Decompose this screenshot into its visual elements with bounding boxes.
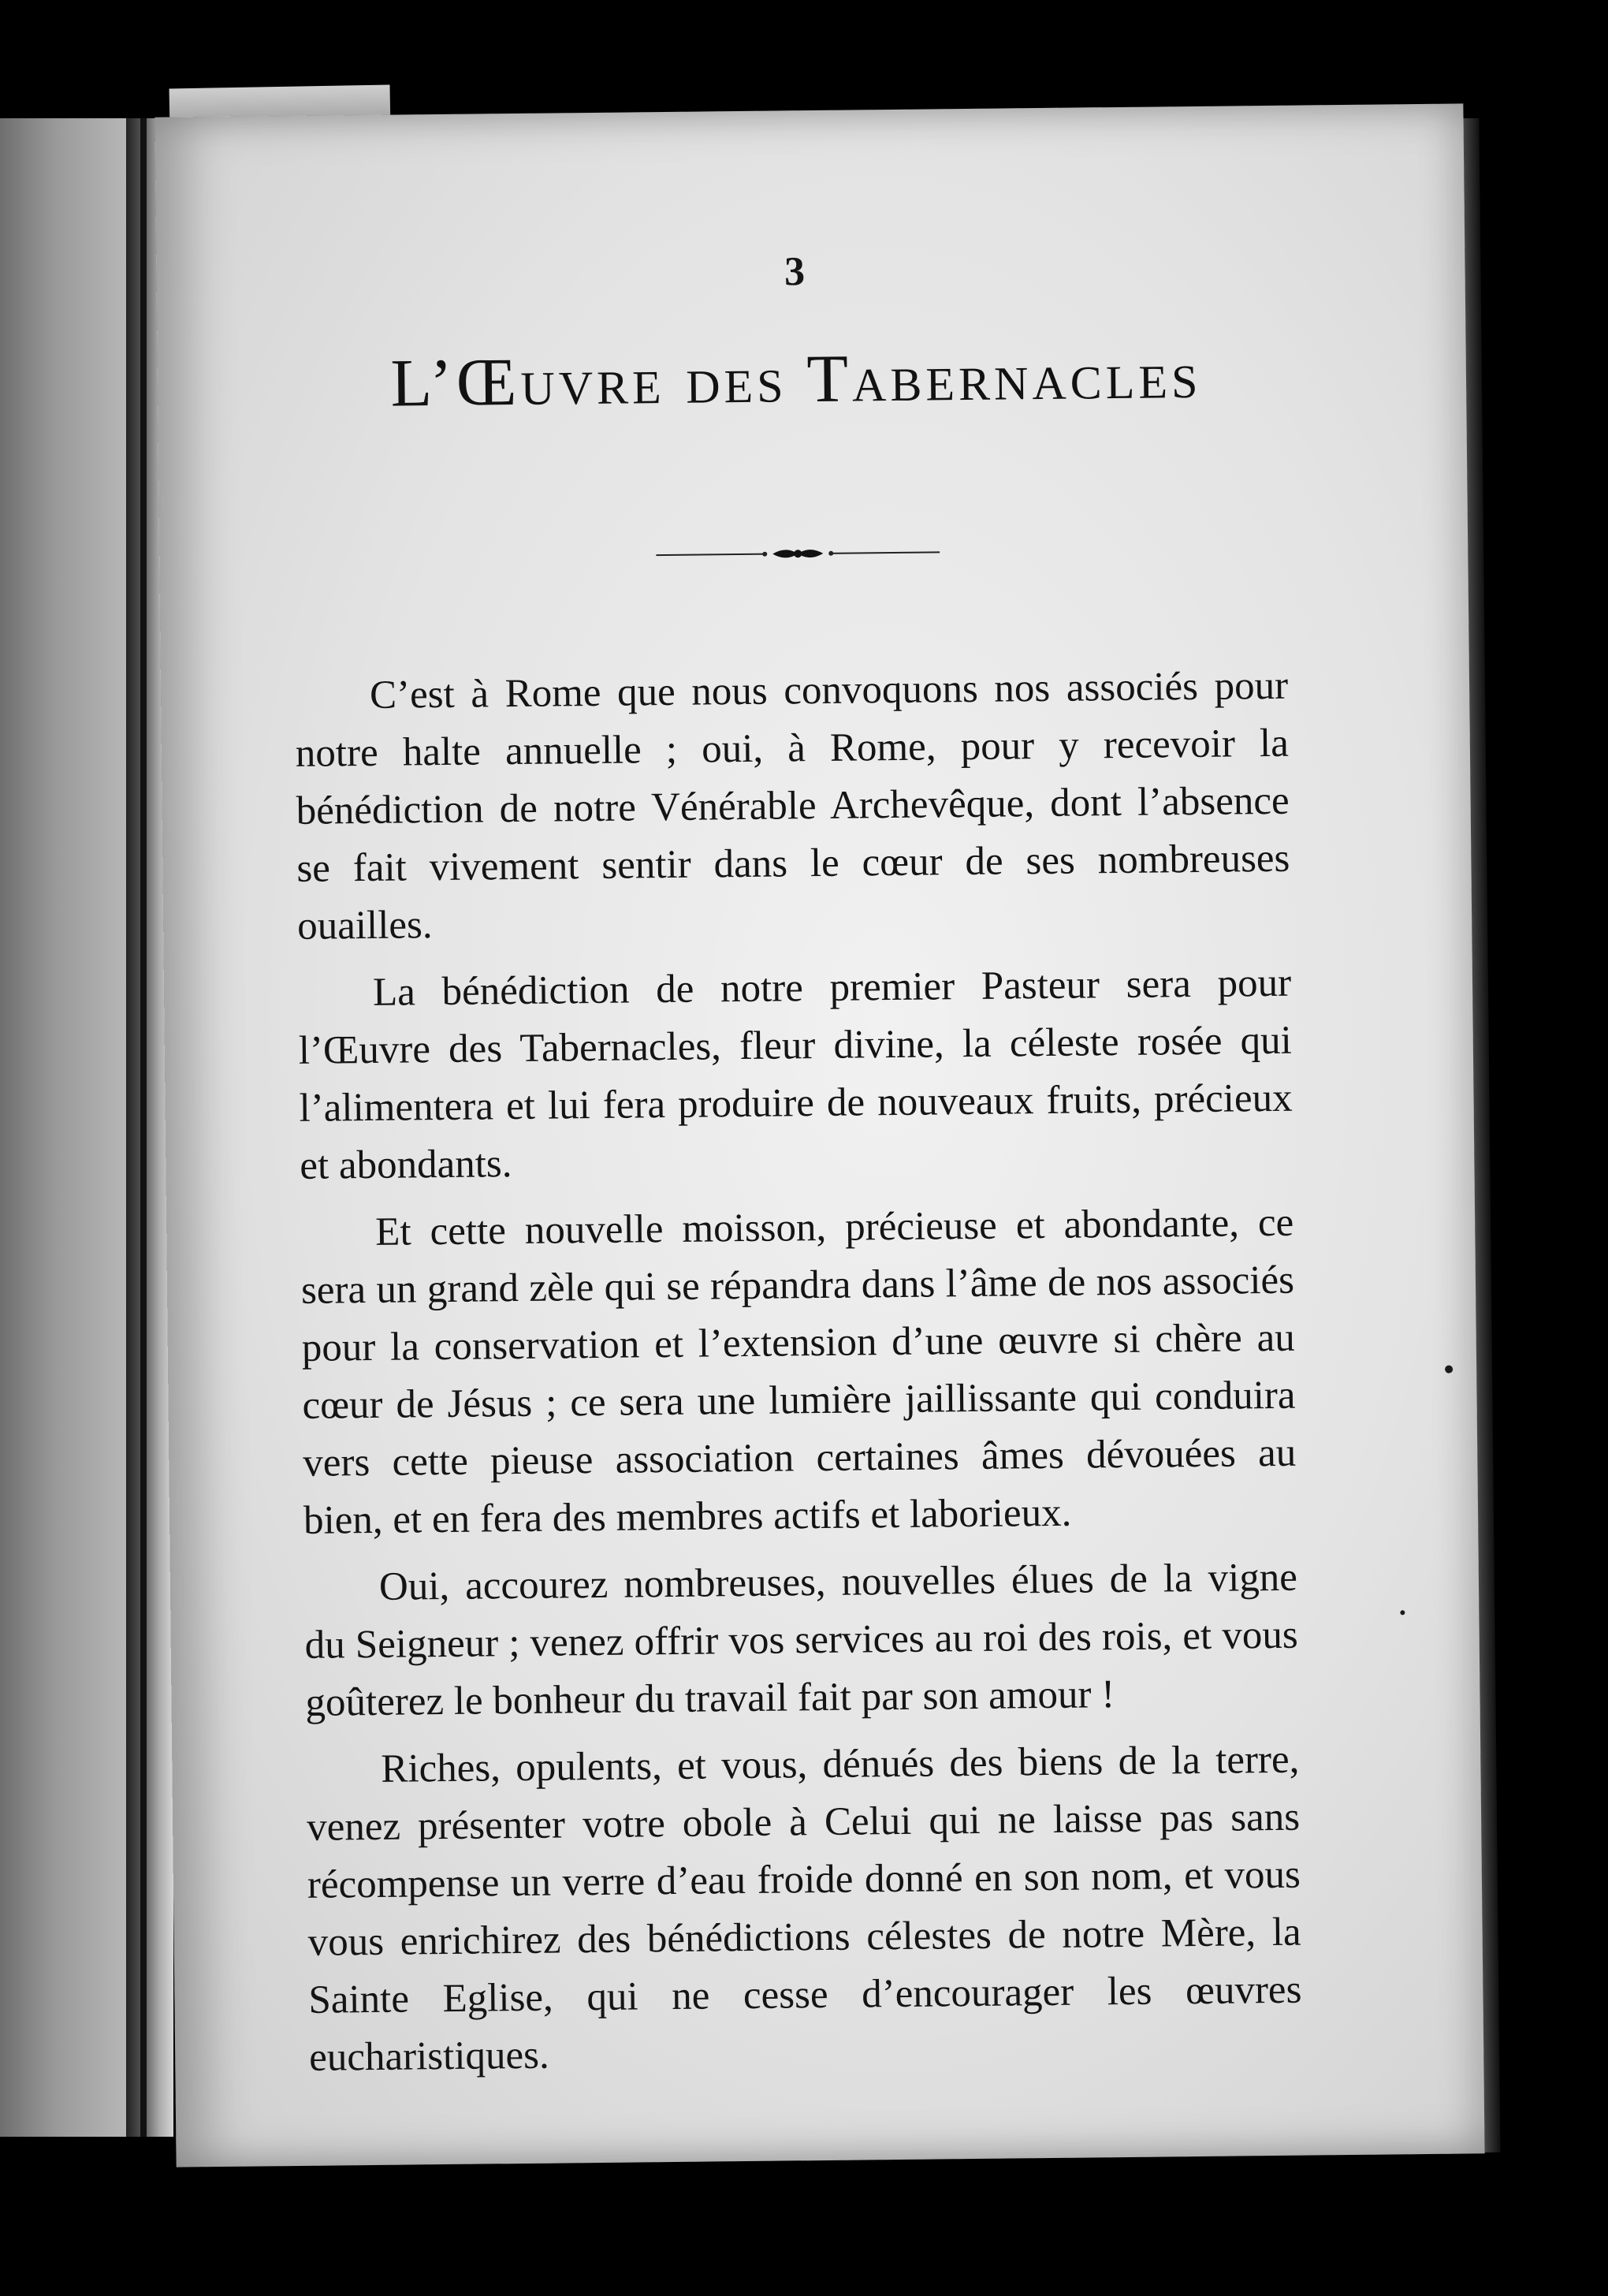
chapter-title: L’Œuvre des Tabernacles [390, 336, 1202, 421]
page-number: 3 [784, 249, 806, 295]
paragraph-4: Oui, accourez nombreuses, nouvelles élues de la vigne du Seigneur ; venez offrir vos services au roi des rois, et vous goûterez le bonheur du travail fait par son amour ! [304, 1555, 1298, 1725]
book-page [154, 103, 1484, 2167]
fleuron-divider-icon [293, 539, 1302, 568]
body-text [295, 658, 1303, 2097]
facing-page-left [0, 118, 142, 2137]
paper-speck [1400, 1610, 1405, 1615]
page-content [288, 106, 1319, 2166]
paragraph-2: La bénédiction de notre premier Pasteur sera pour l’Œuvre des Tabernacles, fleur divine, la céleste rosée qui l’alimentera et lui fera produire de nouveaux fruits, précieux et abondants. [298, 960, 1293, 1188]
fleuron-divider-svg [656, 542, 940, 565]
binding-stitch [140, 118, 147, 2137]
paragraph-1: C’est à Rome que nous convoquons nos associés pour notre halte annuelle ; oui, à Rome, pour y recevoir la bénédiction de notre Vénérable Archevêque, dont l’absence se fait vivement sentir dans le cœur de ses nombreuses ouailles. [295, 663, 1290, 949]
paper-speck [1445, 1366, 1453, 1374]
paragraph-5: Riches, opulents, et vous, dénués des biens de la terre, venez présenter votre obole à Celui qui ne laisse pas sans récompense un verre d’eau froide donné en son nom, et vous vous enrichirez des bénédictions célestes de notre Mère, la Sainte Eglise, qui ne cesse d’encourager les œuvres eucharistiques. [306, 1737, 1302, 2080]
paragraph-3: Et cette nouvelle moisson, précieuse et abondante, ce sera un grand zèle qui se répandra dans l’âme de nos associés pour la conservation et l’extension d’une œuvre si chère au cœur de Jésus ; ce sera une lumière jaillissante qui conduira vers cette pieuse association certaines âmes dévouées au bien, et en fera des membres actifs et laborieux. [300, 1200, 1297, 1543]
